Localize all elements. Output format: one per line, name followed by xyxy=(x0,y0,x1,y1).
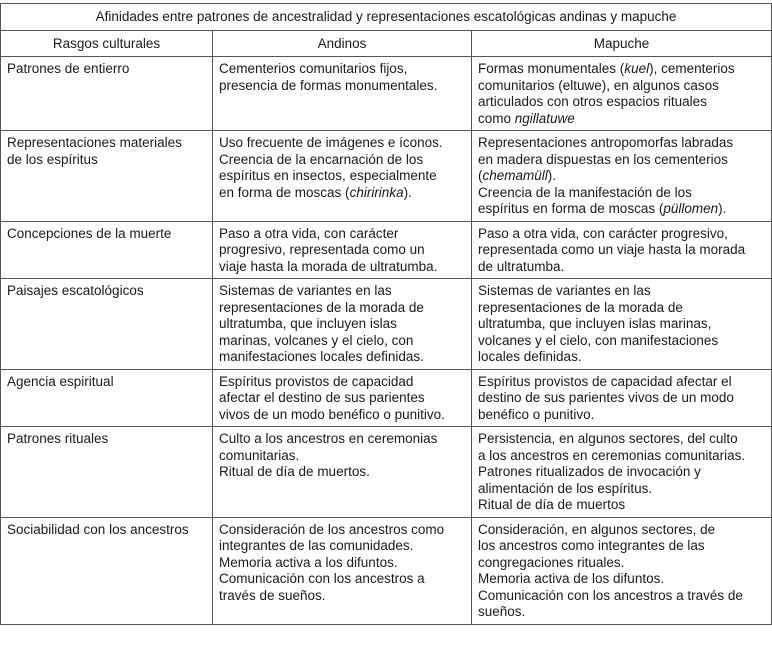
cell-line xyxy=(478,168,765,185)
text-run: presencia de formas monumentales. xyxy=(219,77,438,93)
text-run: representaciones de la morada de xyxy=(478,299,683,315)
text-run: locales definidas. xyxy=(478,349,582,364)
cell-line: Sociabilidad con los ancestros xyxy=(7,521,189,537)
cell-line xyxy=(478,390,765,407)
text-run: afectar el destino de sus parientes xyxy=(219,390,425,405)
table-row xyxy=(1,221,772,279)
text-run: ), cementerios xyxy=(649,61,735,76)
cell-line xyxy=(478,349,765,366)
cell-line xyxy=(478,374,765,391)
cell-line xyxy=(219,78,465,95)
text-run: volcanes y el cielo, con manifestaciones xyxy=(478,332,719,348)
cell-line xyxy=(478,522,765,539)
cell-line xyxy=(219,588,465,605)
cell-line xyxy=(219,349,465,366)
cell-line xyxy=(478,283,765,300)
cell-line xyxy=(219,135,465,152)
text-run: Culto a los ancestros en ceremonias xyxy=(219,431,438,446)
cell-line xyxy=(478,448,765,465)
cell-line xyxy=(219,168,465,185)
cell-line xyxy=(478,588,765,605)
table-row xyxy=(1,369,772,427)
table-row xyxy=(1,427,772,518)
cell-line xyxy=(219,283,465,300)
cell-line xyxy=(478,185,765,202)
text-run: en madera dispuestas en los cementerios xyxy=(478,151,728,167)
cell-rasgo xyxy=(1,57,213,131)
cell-line xyxy=(478,316,765,333)
text-run: Comunicación con los ancestros a través de xyxy=(478,587,743,603)
text-run: través de sueños. xyxy=(219,587,326,603)
text-run: Representaciones antropomorfas labradas xyxy=(478,135,734,150)
cell-line xyxy=(219,571,465,588)
cell-line xyxy=(478,78,765,95)
cell-line: Agencia espiritual xyxy=(7,373,114,389)
cell-line xyxy=(219,538,465,555)
cell-mapuche xyxy=(472,221,772,279)
text-run: Cementerios comunitarios fijos, xyxy=(219,61,408,76)
text-run: Consideración de los ancestros como xyxy=(219,521,445,537)
text-run: ). xyxy=(403,184,412,200)
cell-mapuche xyxy=(472,131,772,222)
text-run: Creencia de la manifestación de los xyxy=(478,184,692,200)
cell-mapuche xyxy=(472,369,772,427)
text-run: Sistemas de variantes en las xyxy=(219,283,392,298)
text-run: ultratumba, que incluyen islas xyxy=(219,316,397,331)
cell-rasgo xyxy=(1,369,213,427)
cell-line: Patrones de entierro xyxy=(7,61,130,76)
cell-rasgo xyxy=(1,427,213,518)
table-body xyxy=(1,57,772,625)
text-run: congregaciones rituales. xyxy=(478,554,625,570)
text-run: de ultratumba. xyxy=(478,258,565,274)
cell-line xyxy=(478,555,765,572)
cell-line xyxy=(219,555,465,572)
cell-line xyxy=(219,448,465,465)
cell-line xyxy=(219,522,465,539)
text-run: marinas, volcanes y el cielo, con xyxy=(219,332,414,348)
cell-rasgo xyxy=(1,221,213,279)
cell-line: Representaciones materiales xyxy=(7,135,182,150)
text-run: alimentación de los espíritus. xyxy=(478,480,653,496)
text-run: Consideración, en algunos sectores, de xyxy=(478,521,716,537)
text-run: Memoria activa a los difuntos. xyxy=(219,554,398,570)
cell-line: de los espíritus xyxy=(7,151,98,167)
italic-term: püllomen xyxy=(663,201,719,216)
cell-andinos xyxy=(213,427,472,518)
text-run: Ritual de día de muertos xyxy=(478,497,626,512)
text-run: Espíritus provistos de capacidad xyxy=(219,373,414,389)
cell-line xyxy=(219,407,465,424)
cell-andinos xyxy=(213,369,472,427)
text-run: representada como un viaje hasta la morada xyxy=(478,242,746,257)
cell-line xyxy=(478,226,765,243)
text-run: sueños. xyxy=(478,604,526,619)
table-row xyxy=(1,279,772,370)
cell-andinos xyxy=(213,131,472,222)
cell-rasgo xyxy=(1,517,213,624)
italic-term: kuel xyxy=(624,61,650,76)
afinidades-table xyxy=(0,3,772,625)
table-caption: Afinidades entre patrones de ancestralidad y representaciones escatológicas andinas y mapuche xyxy=(1,4,772,31)
cell-andinos xyxy=(213,517,472,624)
italic-term: chiririnka xyxy=(349,184,404,200)
text-run: espíritus en forma de moscas ( xyxy=(478,201,664,216)
cell-line xyxy=(478,152,765,169)
column-header-rasgos: Rasgos culturales xyxy=(1,30,213,57)
table-row xyxy=(1,517,772,624)
cell-line xyxy=(219,431,465,448)
cell-line xyxy=(219,185,465,202)
text-run: benéfico o punitivo. xyxy=(478,406,595,422)
italic-term: ngillatuwe xyxy=(514,110,575,126)
header-row xyxy=(1,30,772,57)
cell-line xyxy=(478,464,765,481)
text-run: Comunicación con los ancestros a xyxy=(219,571,425,586)
cell-line xyxy=(478,481,765,498)
text-run: Espíritus provistos de capacidad afectar el xyxy=(478,373,732,389)
text-run: comunitarias. xyxy=(219,447,300,463)
caption-row xyxy=(1,4,772,31)
text-run: Sistemas de variantes en las xyxy=(478,283,651,298)
cell-line: Patrones rituales xyxy=(7,431,109,446)
cell-line xyxy=(219,242,465,259)
cell-line xyxy=(478,604,765,621)
cell-line xyxy=(478,571,765,588)
cell-line xyxy=(219,61,465,78)
text-run: Ritual de día de muertos. xyxy=(219,464,370,479)
cell-line xyxy=(478,333,765,350)
text-run: integrantes de las comunidades. xyxy=(219,538,414,553)
text-run: progresivo, representada como un xyxy=(219,242,425,257)
cell-line xyxy=(478,111,765,128)
text-run: Creencia de la encarnación de los xyxy=(219,151,424,167)
cell-line xyxy=(219,390,465,407)
cell-line xyxy=(478,242,765,259)
text-run: como xyxy=(478,110,515,126)
text-run: Persistencia, en algunos sectores, del culto xyxy=(478,431,738,446)
cell-andinos xyxy=(213,57,472,131)
text-run: ( xyxy=(478,168,483,183)
table-row xyxy=(1,131,772,222)
text-run: a los ancestros en ceremonias comunitarias. xyxy=(478,447,746,463)
text-run: Paso a otra vida, con carácter xyxy=(219,225,399,241)
text-run: ultratumba, que incluyen islas marinas, xyxy=(478,316,712,331)
text-run: vivos de un modo benéfico o punitivo. xyxy=(219,406,445,422)
cell-line xyxy=(478,497,765,514)
text-run: articulados con otros espacios rituales xyxy=(478,94,707,109)
cell-line xyxy=(478,201,765,218)
cell-line xyxy=(219,259,465,276)
text-run: Formas monumentales ( xyxy=(478,61,625,76)
text-run: manifestaciones locales definidas. xyxy=(219,349,424,364)
cell-line xyxy=(219,316,465,333)
cell-andinos xyxy=(213,221,472,279)
cell-line xyxy=(478,259,765,276)
cell-line xyxy=(478,538,765,555)
cell-line xyxy=(478,300,765,317)
cell-line xyxy=(478,407,765,424)
text-run: Patrones ritualizados de invocación y xyxy=(478,464,701,479)
cell-line xyxy=(478,94,765,111)
text-run: viaje hasta la morada de ultratumba. xyxy=(219,258,438,274)
cell-line xyxy=(219,300,465,317)
cell-line xyxy=(219,152,465,169)
text-run: Memoria activa de los difuntos. xyxy=(478,571,665,586)
text-run: ). xyxy=(718,201,727,216)
cell-line: Concepciones de la muerte xyxy=(7,225,172,241)
cell-line xyxy=(219,374,465,391)
text-run: representaciones de la morada de xyxy=(219,299,424,315)
cell-line xyxy=(478,61,765,78)
cell-line xyxy=(478,135,765,152)
italic-term: chemamüll xyxy=(482,168,548,183)
cell-line xyxy=(478,431,765,448)
column-header-mapuche: Mapuche xyxy=(472,30,772,57)
text-run: Paso a otra vida, con carácter progresivo, xyxy=(478,225,728,241)
cell-mapuche xyxy=(472,427,772,518)
cell-line: Paisajes escatológicos xyxy=(7,283,144,298)
cell-line xyxy=(219,464,465,481)
cell-andinos xyxy=(213,279,472,370)
text-run: Uso frecuente de imágenes e íconos. xyxy=(219,135,443,150)
text-run: destino de sus parientes vivos de un modo xyxy=(478,390,734,405)
cell-rasgo xyxy=(1,131,213,222)
text-run: ). xyxy=(547,168,557,183)
cell-mapuche xyxy=(472,517,772,624)
text-run: comunitarios (eltuwe), en algunos casos xyxy=(478,77,719,93)
text-run: los ancestros como integrantes de las xyxy=(478,538,705,553)
cell-line xyxy=(219,333,465,350)
text-run: espíritus en insectos, especialmente xyxy=(219,168,437,183)
table-row xyxy=(1,57,772,131)
cell-mapuche xyxy=(472,279,772,370)
cell-mapuche xyxy=(472,57,772,131)
cell-rasgo xyxy=(1,279,213,370)
text-run: en forma de moscas ( xyxy=(219,184,350,200)
column-header-andinos: Andinos xyxy=(213,30,472,57)
cell-line xyxy=(219,226,465,243)
